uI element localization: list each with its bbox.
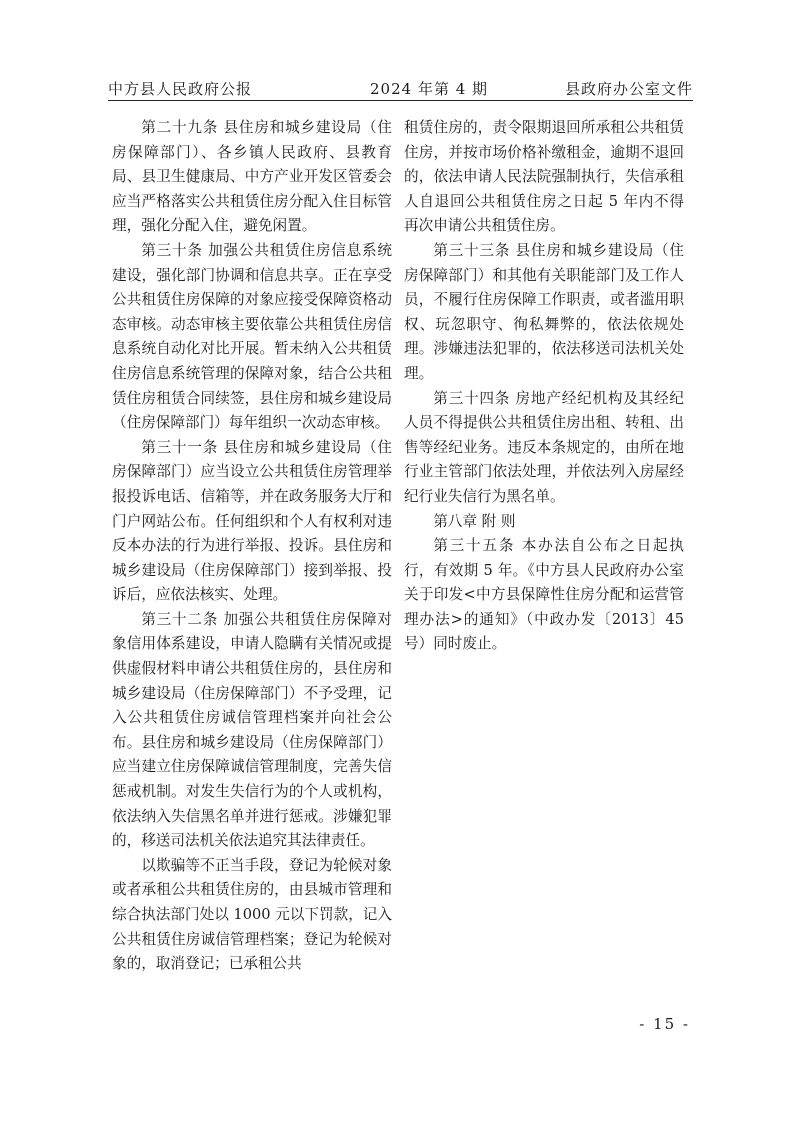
page-number: - 15 - — [639, 1015, 690, 1033]
article-34: 第三十四条 房地产经纪机构及其经纪人员不得提供公共租赁住房出租、转租、出售等经纪业务。违反本条规定的，由所在地行业主管部门依法处理，并依法列入房屋经纪行业失信行为黑名单。 — [404, 389, 684, 505]
article-32: 第三十二条 加强公共租赁住房保障对象信用体系建设，申请人隐瞒有关情况或提供虚假材料申请公共租赁住房的，县住房和城乡建设局（住房保障部门）不予受理，记入公共租赁住房诚信管理档案并向社会公布。县住房和城乡建设局（住房保障部门）应当建立住房保障诚信管理制度，完善失信惩戒机制。对发生失信行为的个人或机构，依法纳入失信黑名单并进行惩戒。涉嫌犯罪的，移送司法机关依法追究其法律责任。 — [112, 610, 392, 850]
header-divider — [108, 100, 693, 101]
article-35: 第三十五条 本办法自公布之日起执行，有效期 5 年。《中方县人民政府办公室关于印发<中方县保障性住房分配和运营管理办法>的通知》（中政办发〔2013〕45 号）同时废止。 — [404, 537, 684, 653]
article-31: 第三十一条 县住房和城乡建设局（住房保障部门）应当设立公共租赁住房管理举报投诉电话、信箱等，并在政务服务大厅和门户网站公布。任何组织和个人有权利对违反本办法的行为进行举报、投诉。县住房和城乡建设局（住房保障部门）接到举报、投诉后，应依法核实、处理。 — [112, 438, 392, 604]
right-column — [404, 116, 684, 657]
page-header — [108, 78, 693, 100]
article-32-continuation: 租赁住房的，责令限期退回所承租公共租赁住房，并按市场价格补缴租金，逾期不退回的，依法申请人民法院强制执行，失信承租人自退回公共租赁住房之日起 5 年内不得再次申请公共租赁住房。 — [404, 119, 684, 235]
article-33: 第三十三条 县住房和城乡建设局（住房保障部门）和其他有关职能部门及工作人员，不履行住房保障工作职责，或者滥用职权、玩忽职守、徇私舞弊的，依法依规处理。涉嫌违法犯罪的，依法移送司法机关处理。 — [404, 241, 684, 382]
document-category: 县政府办公室文件 — [564, 80, 693, 98]
chapter-8-heading: 第八章 附 则 — [433, 512, 516, 530]
article-30: 第三十条 加强公共租赁住房信息系统建设，强化部门协调和信息共享。正在享受公共租赁住房保障的对象应接受保障资格动态审核。动态审核主要依靠公共租赁住房信息系统自动化对比开展。暂未纳入公共租赁住房信息系统管理的保障对象，结合公共租赁住房租赁合同续签，县住房和城乡建设局（住房保障部门）每年组织一次动态审核。 — [112, 241, 392, 432]
issue-number: 2024 年第 4 期 — [370, 80, 489, 98]
left-column — [112, 116, 392, 977]
article-29: 第二十九条 县住房和城乡建设局（住房保障部门）、各乡镇人民政府、县教育局、县卫生健康局、中方产业开发区管委会应当严格落实公共租赁住房分配入住目标管理，强化分配入住，避免闲置。 — [112, 119, 392, 235]
gazette-title: 中方县人民政府公报 — [108, 80, 253, 98]
article-32-penalty: 以欺骗等不正当手段，登记为轮候对象或者承租公共租赁住房的，由县城市管理和综合执法部门处以 1000 元以下罚款，记入公共租赁住房诚信管理档案；登记为轮候对象的，取消登记；已承租公共 — [112, 856, 392, 973]
